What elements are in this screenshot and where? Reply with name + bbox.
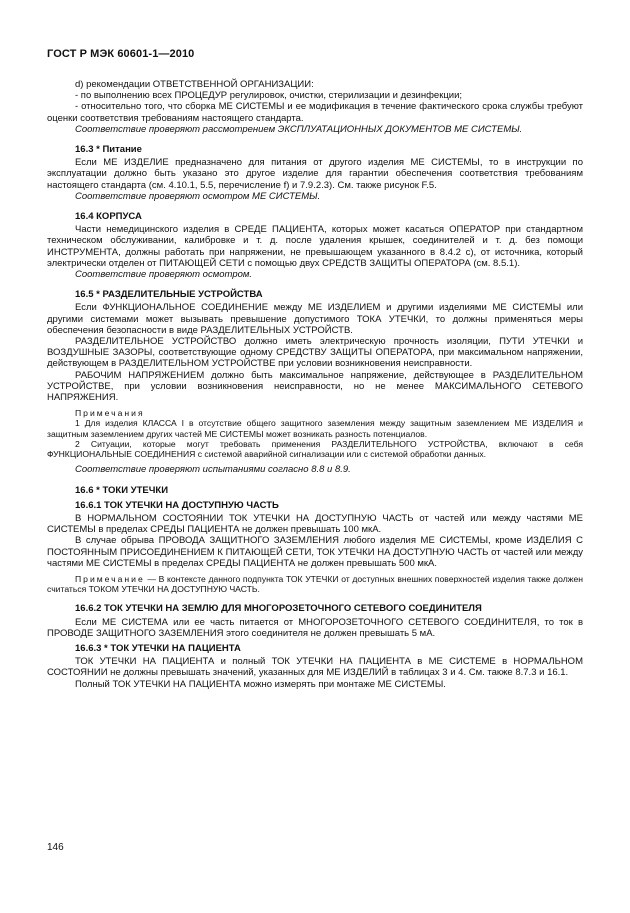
list-item: d) рекомендации ОТВЕТСТВЕННОЙ ОРГАНИЗАЦИИ: [75,79,314,90]
paragraph: РАБОЧИМ НАПРЯЖЕНИЕМ должно быть максимальное напряжение, действующее в РАЗДЕЛИТЕЛЬНОМ УСТРОЙСТВЕ, при условии возникновения неисправности, но не менее МАКСИМАЛЬНОГО СЕТЕВОГО НАПРЯЖЕНИЯ. [47,369,583,404]
section-heading-16-6-2: 16.6.2 ТОК УТЕЧКИ НА ЗЕМЛЮ ДЛЯ МНОГОРОЗЕТОЧНОГО СЕТЕВОГО СОЕДИНИТЕЛЯ [75,603,482,615]
paragraph: Если МЕ СИСТЕМА или ее часть питается от МНОГОРОЗЕТОЧНОГО СЕТЕВОГО СОЕДИНИТЕЛЯ, то ток в ПРОВОДЕ ЗАЩИТНОГО ЗАЗЕМЛЕНИЯ этого соединителя не должен превышать 5 мА. [47,616,583,639]
compliance-note: Соответствие проверяют рассмотрением ЭКСПЛУАТАЦИОННЫХ ДОКУМЕНТОВ МЕ СИСТЕМЫ. [75,123,523,135]
paragraph: Если ФУНКЦИОНАЛЬНОЕ СОЕДИНЕНИЕ между МЕ ИЗДЕЛИЕМ и другими изделиями МЕ СИСТЕМЫ или другими системами может вызывать превышение допустимого ТОКА УТЕЧКИ, то должны применяться меры обеспечения безопасности в виде РАЗДЕЛИТЕЛЬНЫХ УСТРОЙСТВ. [47,302,583,336]
paragraph: Если МЕ ИЗДЕЛИЕ предназначено для питания от другого изделия МЕ СИСТЕМЫ, то в инструкции по эксплуатации должно быть указано это другое изделие для гарантии обеспечения соответствия требованиям настоящего стандарта (см. 4.10.1, 5.5, перечисление f) и 7.9.2.3). См. также рисунок F.5. [47,157,583,191]
compliance-note: Соответствие проверяют осмотром. [75,269,253,281]
paragraph: ТОК УТЕЧКИ НА ПАЦИЕНТА и полный ТОК УТЕЧКИ НА ПАЦИЕНТА в МЕ СИСТЕМЕ в НОРМАЛЬНОМ СОСТОЯНИИ не должны превышать значений, указанных для МЕ ИЗДЕЛИЙ в таблицах 3 и 4. См. также 8.7.3 и 16.1. [47,656,583,679]
list-item: - по выполнению всех ПРОЦЕДУР регулировок, очистки, стерилизации и дезинфекции; [75,90,463,102]
list-item: - относительно того, что сборка МЕ СИСТЕМЫ и ее модификация в течение фактического срока службы требуют оценки соответствия требованиям настоящего стандарта. [47,101,583,124]
note-item: 2 Ситуации, которые могут требовать применения РАЗДЕЛИТЕЛЬНОГО УСТРОЙСТВА, включают в себя ФУНКЦИОНАЛЬНЫЕ СОЕДИНЕНИЯ с системой аварийной сигнализации или с системой обработки данных. [47,438,583,460]
paragraph: РАЗДЕЛИТЕЛЬНОЕ УСТРОЙСТВО должно иметь электрическую прочность изоляции, ПУТИ УТЕЧКИ и ВОЗДУШНЫЕ ЗАЗОРЫ, соответствующие одному СРЕДСТВУ ЗАЩИТЫ ОПЕРАТОРА, при максимальном напряжении, действующем в РАЗДЕЛИТЕЛЬНОМ УСТРОЙСТВЕ при условии возникновения неисправности. [47,336,583,370]
note-item: 1 Для изделия КЛАССА I в отсутствие общего защитного заземления между защитным заземлением МЕ ИЗДЕЛИЯ и защитным заземлением других частей МЕ СИСТЕМЫ может возникать разность потенциалов. [47,418,583,439]
note-text: — В контексте данного подпункта ТОК УТЕЧКИ от доступных внешних поверхностей изделия также должен считаться ТОКОМ УТЕЧКИ НА ДОСТУПНУЮ ЧАСТЬ. [47,573,583,595]
paragraph: В НОРМАЛЬНОМ СОСТОЯНИИ ТОК УТЕЧКИ НА ДОСТУПНУЮ ЧАСТЬ от частей или между частями МЕ СИСТЕМЫ в пределах СРЕДЫ ПАЦИЕНТА не должен превышать 100 мкА. [47,512,583,536]
page-number: 146 [47,842,64,853]
paragraph: Полный ТОК УТЕЧКИ НА ПАЦИЕНТА можно измерять при монтаже МЕ СИСТЕМЫ. [75,678,446,690]
section-heading-16-6-1: 16.6.1 ТОК УТЕЧКИ НА ДОСТУПНУЮ ЧАСТЬ [75,499,279,511]
paragraph: В случае обрыва ПРОВОДА ЗАЩИТНОГО ЗАЗЕМЛЕНИЯ любого изделия МЕ СИСТЕМЫ, кроме ИЗДЕЛИЯ С ПОСТОЯННЫМ ПРИСОЕДИНЕНИЕМ К ПИТАЮЩЕЙ СЕТИ, ТОК УТЕЧКИ НА ДОСТУПНУЮ ЧАСТЬ от частей или между частями МЕ СИСТЕМЫ в пределах СРЕДЫ ПАЦИЕНТА не должен превышать 500 мкА. [47,535,583,569]
section-heading-16-4: 16.4 КОРПУСА [75,211,142,223]
note-label: Примечание [75,573,145,584]
section-heading-16-6-3: 16.6.3 * ТОК УТЕЧКИ НА ПАЦИЕНТА [75,642,241,654]
note-item [47,574,583,594]
paragraph: Части немедицинского изделия в СРЕДЕ ПАЦИЕНТА, которых может касаться ОПЕРАТОР при стандартном техническом обслуживании, калибровке и т. д. после удаления крышек, соединителей и т. д. без помощи ИНСТРУМЕНТА, должны работать при напряжении, не превышающем указанного в 8.4.2 с), от источника, который электрически отделен от ПИТАЮЩЕЙ СЕТИ с помощью двух СРЕДСТВ ЗАЩИТЫ ОПЕРАТОРА (см. 8.5.1). [47,224,583,269]
section-heading-16-6: 16.6 * ТОКИ УТЕЧКИ [75,484,169,496]
compliance-note: Соответствие проверяют осмотром МЕ СИСТЕМЫ. [75,190,321,202]
compliance-note: Соответствие проверяют испытаниями согласно 8.8 и 8.9. [75,464,351,476]
notes-title: Примечания [75,408,145,419]
document-header: ГОСТ Р МЭК 60601-1—2010 [47,48,195,60]
section-heading-16-5: 16.5 * РАЗДЕЛИТЕЛЬНЫЕ УСТРОЙСТВА [75,289,263,301]
section-heading-16-3: 16.3 * Питание [75,144,142,156]
document-body [47,79,583,690]
